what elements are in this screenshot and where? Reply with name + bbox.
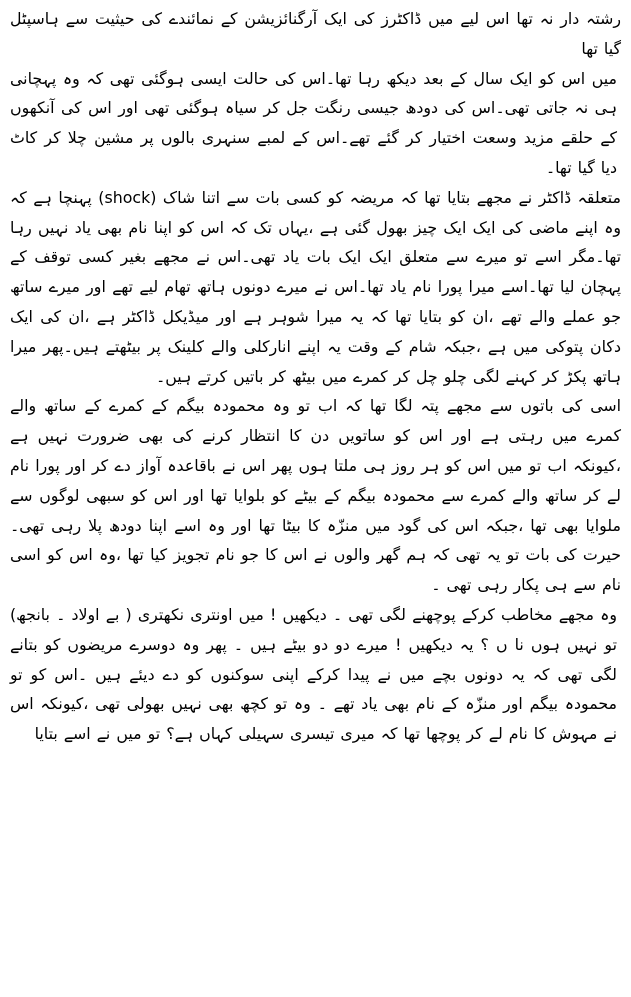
paragraph-4: اسی کی باتوں سے مجھے پتہ لگا تھا کہ اب تو وہ محمودہ بیگم کے کمرے کے ساتھ والے کمرے میں رہتی ہے اور اس کو ساتویں دن کا انتظار کرنے کی بھی ضرورت نہیں ہے ،کیونکہ اب تو میں اس کو ہر روز ہی ملتا ہوں پھر اس نے باقاعدہ آواز دے کر اور پورا نام لے کر ساتھ والے کمرے سے محمودہ بیگم کے بیٹے کو بلوایا تھا اور اس کو سبھی لوگوں سے ملوایا بھی تھا ،جبکہ اس کی گود میں منزّہ کا بیٹا تھا اور وہ اسے اپنا دودھ پلا رہی تھی۔ حیرت کی بات تو یہ تھی کہ ہم گھر والوں نے اس کا جو نام تجویز کیا تھا ،وہ اس کو اسی نام سے ہی پکار رہی تھی ۔ [10,396,621,595]
paragraph-5: وہ مجھے مخاطب کرکے پوچھنے لگی تھی ۔ دیکھیں ! میں اونتری نکھتری ( بے اولاد ۔ بانجھ) تو نہیں ہوں نا ں ؟ یہ دیکھیں ! میرے دو دو بیٹے ہیں ۔ پھر وہ دوسرے مریضوں کو بتانے لگی تھی کہ یہ دونوں بچے میں نے پیدا کرکے اپنی سوکنوں کو دے دیئے ہیں ۔اس کو تو محمودہ بیگم اور منزّہ کے نام بھی یاد تھے ۔ وہ تو کچھ بھی نہیں بھولی تھی ،کیونکہ اس نے مہوش کا نام لے کر پوچھا تھا کہ میری تیسری سہیلی کہاں ہے؟ تو میں نے اسے بتایا [10,604,617,744]
paragraph-3: متعلقہ ڈاکٹر نے مجھے بتایا تھا کہ مریضہ کو کسی بات سے اتنا شاک (shock) پہنچا ہے کہ وہ اپنے ماضی کی ایک ایک چیز بھول گئی ہے ،یہاں تک کہ اس کو اپنا نام بھی یاد نہیں رہا تھا۔مگر اسے تو میرے سے متعلق ایک ایک بات یاد تھی۔اس نے مجھے بغیر کسی توقف کے پہچان لیا تھا۔اسے میرا پورا نام یاد تھا۔اس نے میرے دونوں ہاتھ تھام لیے تھے اور میرے ساتھ جو عملے والے تھے ،ان کو بتایا تھا کہ یہ میرا شوہر ہے اور میڈیکل ڈاکٹر ہے ،ان کی ایک دکان پتوکی میں ہے ،جبکہ شام کے وقت یہ اپنے انارکلی والے کلینک پر بیٹھتے ہیں۔پھر میرا ہاتھ پکڑ کر کہنے لگی چلو چل کر کمرے میں بیٹھ کر باتیں کرتے ہیں۔ [10,187,621,386]
paragraph-1: رشتہ دار نہ تھا اس لیے میں ڈاکٹرز کی ایک آرگنائزیشن کے نمائندے کی حیثیت سے ہاسپٹل گیا تھا [10,9,621,58]
paragraph-2: میں اس کو ایک سال کے بعد دیکھ رہا تھا۔اس کی حالت ایسی ہوگئی تھی کہ وہ پہچانی ہی نہ جاتی تھی۔اس کی دودھ جیسی رنگت جل کر سیاہ ہوگئی تھی اور اس کی آنکھوں کے حلقے مزید وسعت اختیار کر گئے تھے۔اس کے لمبے سنہری بالوں پر مشین چلا کر کاٹ دیا گیا تھا۔ [10,68,617,177]
urdu-text-body [10,4,621,749]
